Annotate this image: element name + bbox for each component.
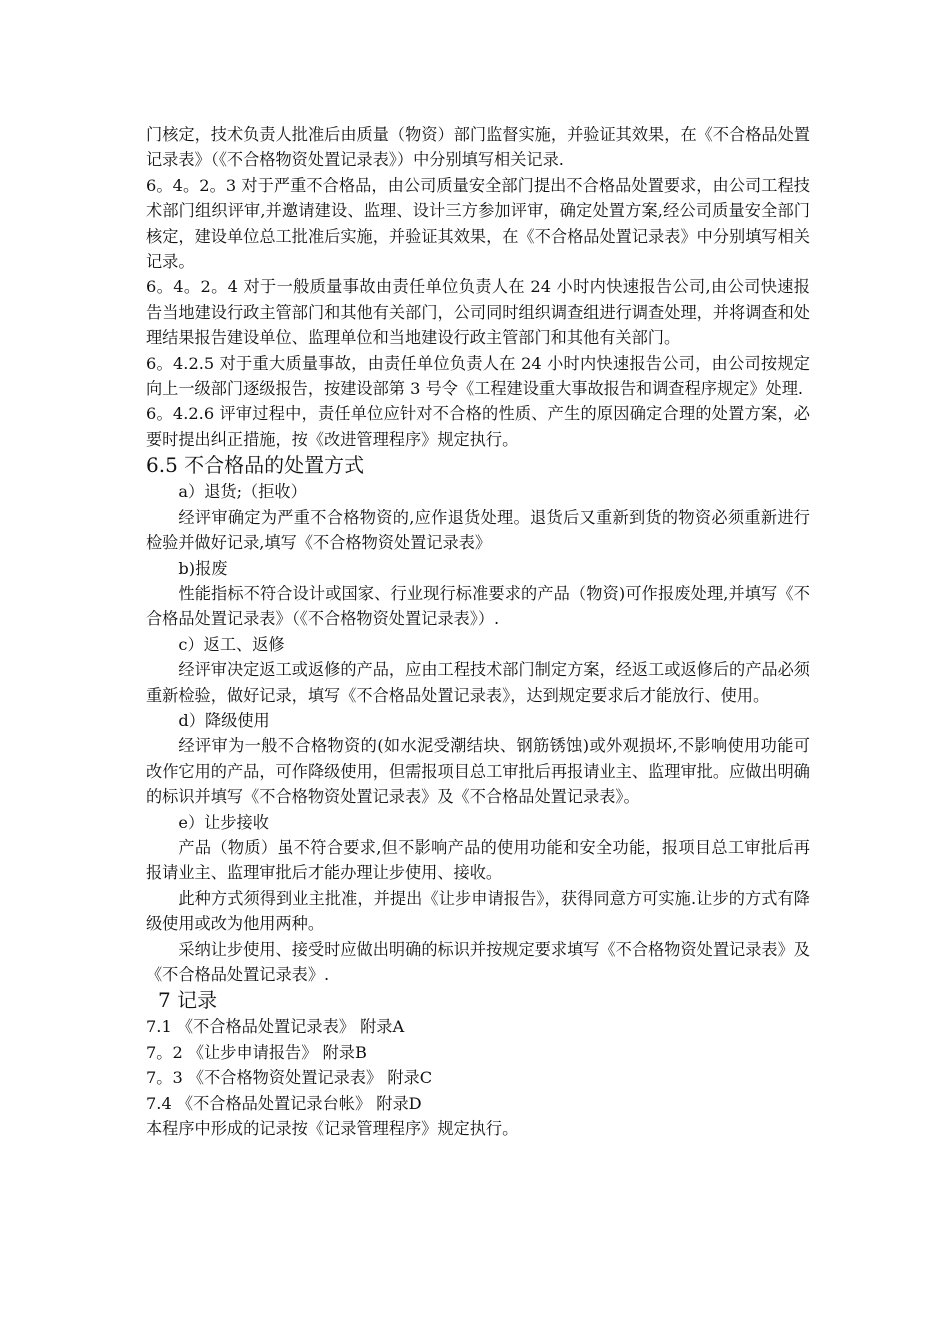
record-7-3: 7。3 《不合格物资处置记录表》 附录C [146, 1068, 433, 1088]
paragraph-6-4-2-3: 6。4。2。3 对于严重不合格品，由公司质量安全部门提出不合格品处置要求，由公司工程技术部门组织评审,并邀请建设、监理、设计三方参加评审，确定处置方案,经公司质量安全部门核定，建设单位总工批准后实施，并验证其效果，在《不合格品处置记录表》中分别填写相关记录。 [146, 175, 810, 272]
item-e-text-3: 采纳让步使用、接受时应做出明确的标识并按规定要求填写《不合格物资处置记录表》及《不合格品处置记录表》. [146, 939, 810, 984]
item-e-text-2: 此种方式须得到业主批准，并提出《让步申请报告》，获得同意方可实施.让步的方式有降级使用或改为他用两种。 [146, 888, 810, 934]
item-a-label: a）退货;（拒收） [178, 482, 307, 502]
document-page [146, 122, 810, 1141]
item-c-text: 经评审决定返工或返修的产品，应由工程技术部门制定方案，经返工或返修后的产品必须重新检验，做好记录，填写《不合格品处置记录表》，达到规定要求后才能放行、使用。 [146, 660, 810, 705]
item-d-text: 经评审为一般不合格物资的(如水泥受潮结块、钢筋锈蚀)或外观损坏,不影响使用功能可改作它用的产品，可作降级使用，但需报项目总工审批后再报请业主、监理审批。应做出明确的标识并填写《不合格物资处置记录表》及《不合格品处置记录表》。 [146, 736, 810, 807]
item-e-text-1: 产品（物质）虽不符合要求,但不影响产品的使用功能和安全功能，报项目总工审批后再报请业主、监理审批后才能办理让步使用、接收。 [146, 837, 810, 883]
item-d-label: d）降级使用 [178, 710, 270, 730]
item-b-text: 性能指标不符合设计或国家、行业现行标准要求的产品（物资)可作报废处理,并填写《不合格品处置记录表》（《不合格物资处置记录表》）. [146, 583, 810, 629]
closing-statement: 本程序中形成的记录按《记录管理程序》规定执行。 [146, 1119, 519, 1139]
record-7-4: 7.4 《不合格品处置记录台帐》 附录D [146, 1093, 422, 1113]
section-7-heading: 7 记录 [158, 988, 218, 1013]
paragraph-6-4-2-5: 6。4.2.5 对于重大质量事故，由责任单位负责人在 24 小时内快速报告公司，由公司按规定向上一级部门逐级报告，按建设部第 3 号令《工程建设重大事故报告和调查程序规定》处理. [146, 353, 810, 399]
item-c-label: c）返工、返修 [178, 634, 285, 654]
section-6-5-heading: 6.5 不合格品的处置方式 [146, 453, 365, 478]
paragraph-6-4-2-2-cont: 门核定，技术负责人批准后由质量（物资）部门监督实施，并验证其效果，在《不合格品处置记录表》（《不合格物资处置记录表》）中分别填写相关记录. [146, 125, 810, 170]
item-e-label: e）让步接收 [178, 812, 269, 832]
paragraph-6-4-2-4: 6。4。2。4 对于一般质量事故由责任单位负责人在 24 小时内快速报告公司,由公司快速报告当地建设行政主管部门和其他有关部门，公司同时组织调查组进行调查处理，并将调查和处理结果报告建设单位、监理单位和当地建设行政主管部门和其他有关部门。 [146, 277, 810, 348]
item-b-label: b)报废 [178, 558, 228, 578]
record-7-2: 7。2 《让步申请报告》 附录B [146, 1042, 367, 1062]
record-7-1: 7.1 《不合格品处置记录表》 附录A [146, 1017, 405, 1037]
paragraph-6-4-2-6: 6。4.2.6 评审过程中，责任单位应针对不合格的性质、产生的原因确定合理的处置方案，必要时提出纠正措施，按《改进管理程序》规定执行。 [146, 404, 810, 449]
item-a-text: 经评审确定为严重不合格物资的,应作退货处理。退货后又重新到货的物资必须重新进行检验并做好记录,填写《不合格物资处置记录表》 [146, 507, 810, 553]
